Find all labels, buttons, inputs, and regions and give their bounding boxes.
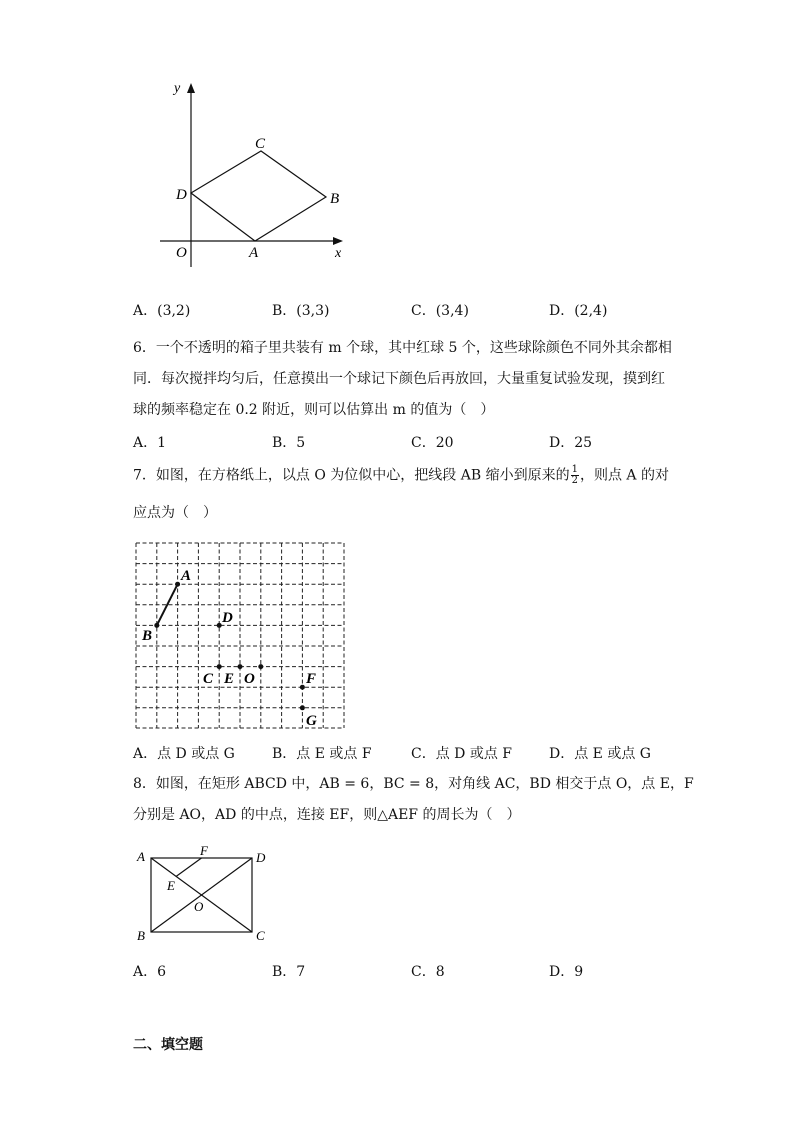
section-heading-fill-in-blank: 二、填空题 bbox=[133, 1037, 203, 1053]
q7-option-b[interactable]: B．点 E 或点 F bbox=[272, 746, 372, 762]
q5-option-a[interactable]: A．(3,2) bbox=[133, 303, 191, 319]
rectangle-figure bbox=[130, 842, 275, 946]
point-o bbox=[258, 664, 263, 669]
q5-option-c[interactable]: C．(3,4) bbox=[411, 303, 469, 319]
q7-line-1 bbox=[133, 465, 669, 486]
q7-option-c[interactable]: C．点 D 或点 F bbox=[411, 746, 513, 762]
q6-option-b[interactable]: B．5 bbox=[272, 435, 306, 451]
point-b bbox=[154, 623, 159, 628]
rect-label-o: O bbox=[194, 899, 204, 914]
grid-figure bbox=[130, 538, 350, 733]
q5-option-d[interactable]: D．(2,4) bbox=[549, 303, 608, 319]
q6-option-a[interactable]: A．1 bbox=[133, 435, 167, 451]
rect-label-d: D bbox=[256, 850, 266, 865]
fraction-numerator: 1 bbox=[571, 464, 578, 475]
one-half-fraction bbox=[571, 465, 579, 486]
grid-label-f: F bbox=[306, 671, 317, 687]
grid-label-e: E bbox=[224, 671, 235, 687]
x-axis-label: x bbox=[335, 246, 342, 261]
rect-label-a: A bbox=[137, 849, 145, 864]
grid-label-a: A bbox=[181, 568, 192, 584]
q6-line-3: 球的频率稳定在 0.2 附近，则可以估算出 m 的值为（ ） bbox=[133, 402, 495, 418]
q7-option-a[interactable]: A．点 D 或点 G bbox=[133, 746, 235, 762]
q8-line-2: 分别是 AO，AD 的中点，连接 EF，则△AEF 的周长为（ ） bbox=[133, 807, 521, 823]
point-e bbox=[238, 664, 243, 669]
grid-label-g: G bbox=[306, 713, 317, 729]
q6-option-c[interactable]: C．20 bbox=[411, 435, 454, 451]
point-g bbox=[300, 705, 305, 710]
q8-option-a[interactable]: A．6 bbox=[133, 964, 167, 980]
point-c bbox=[217, 664, 222, 669]
grid-label-d: D bbox=[222, 610, 233, 626]
q7-line-1-start: 7．如图，在方格纸上，以点 O 为位似中心，把线段 AB 缩小到原来的 bbox=[133, 467, 570, 484]
q8-option-d[interactable]: D．9 bbox=[549, 964, 584, 980]
fraction-denominator: 2 bbox=[571, 475, 578, 486]
point-a-label: A bbox=[249, 245, 259, 261]
q7-line-1-end: ，则点 A 的对 bbox=[579, 467, 669, 484]
grid-label-o: O bbox=[244, 671, 255, 687]
coordinate-figure bbox=[150, 75, 360, 270]
rect-label-f: F bbox=[200, 843, 208, 858]
point-c-label: C bbox=[255, 136, 266, 152]
grid-label-c: C bbox=[203, 671, 214, 687]
dashed-grid bbox=[136, 543, 344, 728]
rect-label-e: E bbox=[167, 878, 175, 893]
q7-line-2: 应点为（ ） bbox=[133, 505, 217, 521]
origin-label: O bbox=[176, 245, 187, 261]
point-d bbox=[217, 623, 222, 628]
q8-option-c[interactable]: C．8 bbox=[411, 964, 445, 980]
point-a bbox=[175, 582, 180, 587]
q7-option-d[interactable]: D．点 E 或点 G bbox=[549, 746, 651, 762]
q6-line-2: 同．每次搅拌均匀后，任意摸出一个球记下颜色后再放回，大量重复试验发现，摸到红 bbox=[133, 371, 665, 387]
q6-option-d[interactable]: D．25 bbox=[549, 435, 593, 451]
q8-option-b[interactable]: B．7 bbox=[272, 964, 306, 980]
point-b-label: B bbox=[330, 191, 340, 207]
grid-label-b: B bbox=[142, 628, 153, 644]
segment-ab bbox=[157, 584, 178, 625]
q8-line-1: 8．如图，在矩形 ABCD 中，AB = 6，BC = 8，对角线 AC，BD 相交于点 O，点 E，F bbox=[133, 776, 694, 792]
point-d-label: D bbox=[176, 187, 187, 203]
y-axis-label: y bbox=[174, 81, 181, 96]
rect-label-b: B bbox=[137, 928, 145, 943]
q5-option-b[interactable]: B．(3,3) bbox=[272, 303, 330, 319]
rect-label-c: C bbox=[256, 928, 265, 943]
point-f bbox=[300, 685, 305, 690]
q6-line-1: 6．一个不透明的箱子里共装有 m 个球，其中红球 5 个，这些球除颜色不同外其余都相 bbox=[133, 340, 672, 356]
